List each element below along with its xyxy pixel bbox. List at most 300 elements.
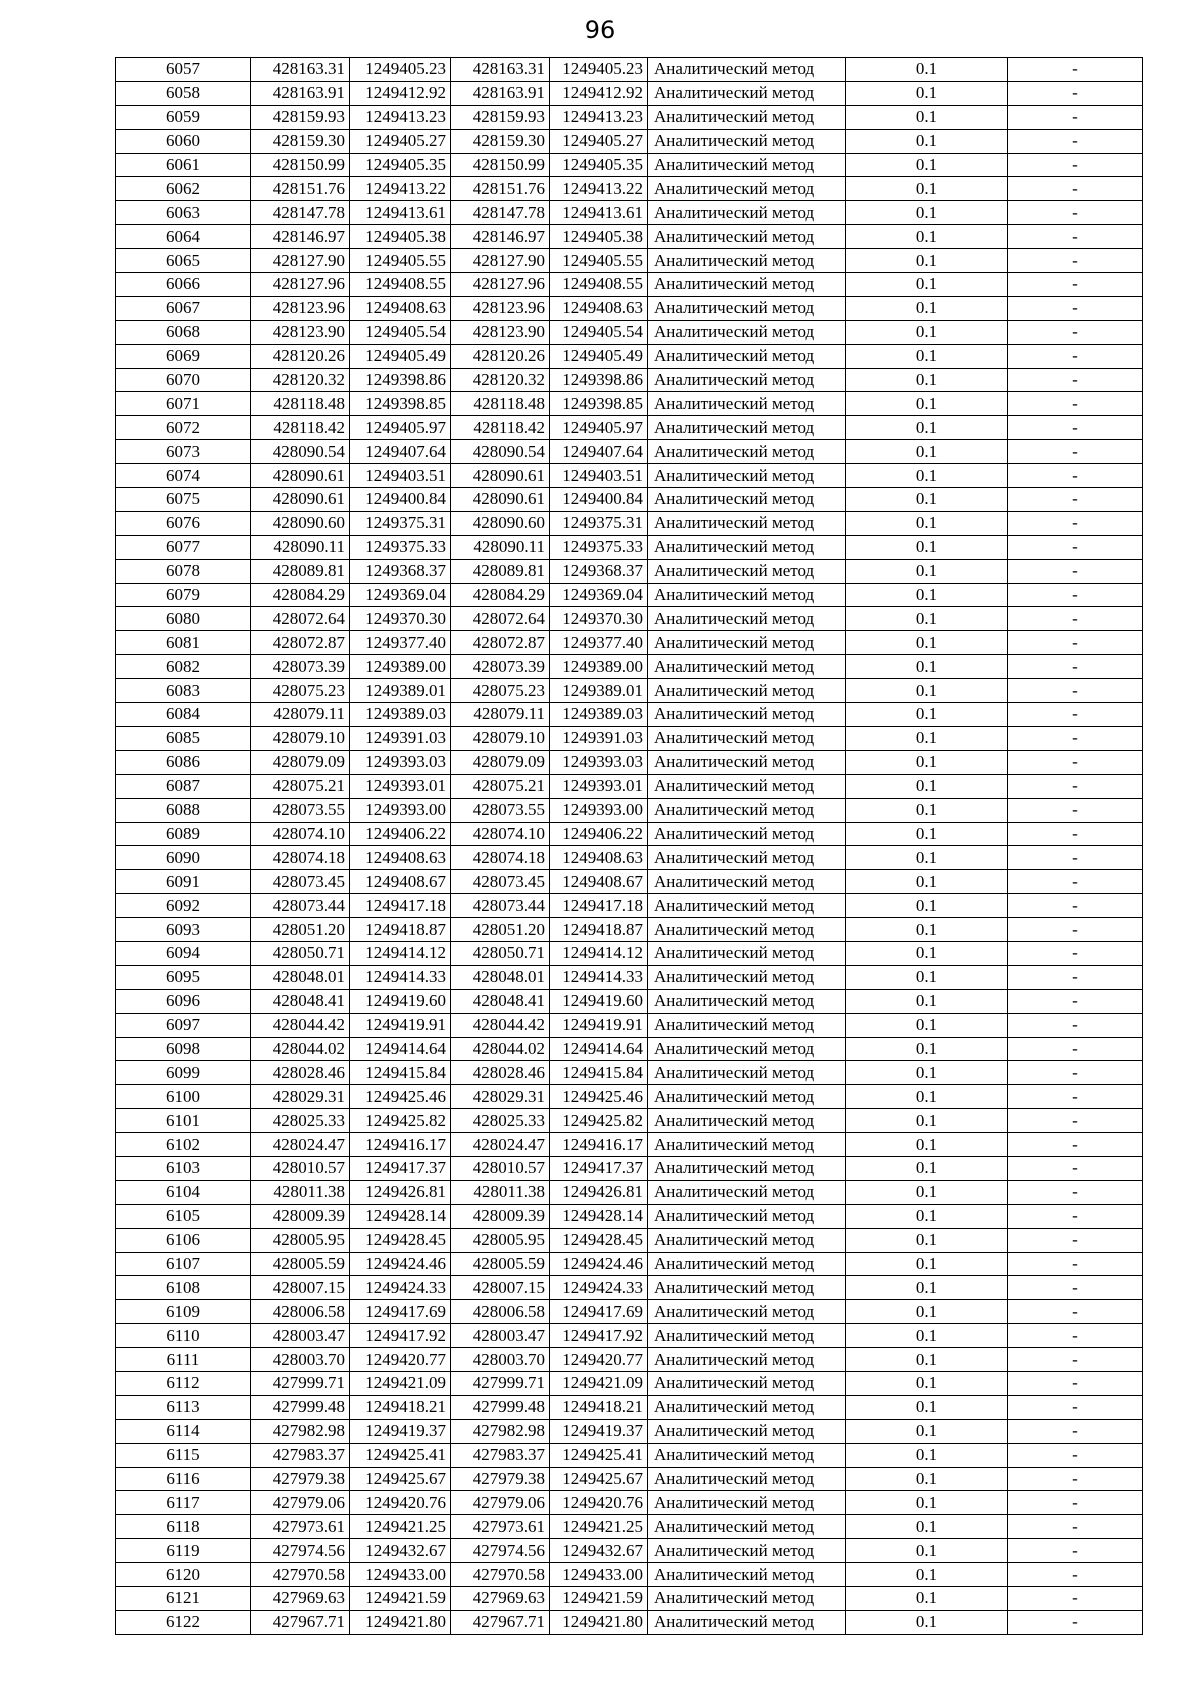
table-row	[116, 320, 1143, 344]
method-cell: Аналитический метод	[648, 1252, 846, 1276]
method-cell: Аналитический метод	[648, 965, 846, 989]
accuracy-cell: 0.1	[846, 1109, 1008, 1133]
accuracy-cell: 0.1	[846, 296, 1008, 320]
table-row	[116, 655, 1143, 679]
accuracy-cell: 0.1	[846, 344, 1008, 368]
point-number-cell: 6093	[116, 918, 251, 942]
y-coordinate-cell: 1249406.22	[550, 822, 648, 846]
y-coordinate-cell: 1249425.46	[550, 1085, 648, 1109]
y-coordinate-cell: 1249403.51	[550, 464, 648, 488]
table-row	[116, 225, 1143, 249]
table-row	[116, 894, 1143, 918]
point-number-cell: 6105	[116, 1204, 251, 1228]
x-coordinate-cell: 428025.33	[251, 1109, 350, 1133]
y-coordinate-cell: 1249415.84	[350, 1061, 451, 1085]
table-row	[116, 1443, 1143, 1467]
x-coordinate-cell: 428072.87	[251, 631, 350, 655]
y-coordinate-cell: 1249412.92	[550, 81, 648, 105]
point-number-cell: 6073	[116, 440, 251, 464]
x-coordinate-cell: 428074.10	[451, 822, 550, 846]
table-row	[116, 774, 1143, 798]
y-coordinate-cell: 1249413.23	[550, 105, 648, 129]
table-row	[116, 1539, 1143, 1563]
note-cell: -	[1008, 177, 1143, 201]
point-number-cell: 6084	[116, 703, 251, 727]
y-coordinate-cell: 1249417.18	[350, 894, 451, 918]
y-coordinate-cell: 1249425.41	[550, 1443, 648, 1467]
accuracy-cell: 0.1	[846, 1467, 1008, 1491]
table-row	[116, 1491, 1143, 1515]
y-coordinate-cell: 1249389.03	[350, 703, 451, 727]
y-coordinate-cell: 1249398.85	[550, 392, 648, 416]
method-cell: Аналитический метод	[648, 1610, 846, 1634]
note-cell: -	[1008, 607, 1143, 631]
method-cell: Аналитический метод	[648, 1371, 846, 1395]
y-coordinate-cell: 1249414.64	[350, 1037, 451, 1061]
y-coordinate-cell: 1249425.82	[550, 1109, 648, 1133]
point-number-cell: 6121	[116, 1587, 251, 1611]
point-number-cell: 6063	[116, 201, 251, 225]
table-row	[116, 1085, 1143, 1109]
point-number-cell: 6098	[116, 1037, 251, 1061]
x-coordinate-cell: 428123.90	[451, 320, 550, 344]
method-cell: Аналитический метод	[648, 273, 846, 297]
y-coordinate-cell: 1249405.49	[550, 344, 648, 368]
note-cell: -	[1008, 320, 1143, 344]
y-coordinate-cell: 1249393.03	[550, 750, 648, 774]
x-coordinate-cell: 428044.42	[251, 1013, 350, 1037]
x-coordinate-cell: 428090.11	[451, 535, 550, 559]
note-cell: -	[1008, 1156, 1143, 1180]
method-cell: Аналитический метод	[648, 703, 846, 727]
method-cell: Аналитический метод	[648, 894, 846, 918]
note-cell: -	[1008, 870, 1143, 894]
y-coordinate-cell: 1249425.67	[350, 1467, 451, 1491]
y-coordinate-cell: 1249391.03	[550, 726, 648, 750]
y-coordinate-cell: 1249403.51	[350, 464, 451, 488]
note-cell: -	[1008, 1515, 1143, 1539]
note-cell: -	[1008, 1443, 1143, 1467]
point-number-cell: 6100	[116, 1085, 251, 1109]
table-row	[116, 941, 1143, 965]
x-coordinate-cell: 428005.95	[251, 1228, 350, 1252]
y-coordinate-cell: 1249416.17	[550, 1133, 648, 1157]
note-cell: -	[1008, 1252, 1143, 1276]
method-cell: Аналитический метод	[648, 464, 846, 488]
note-cell: -	[1008, 81, 1143, 105]
y-coordinate-cell: 1249420.76	[350, 1491, 451, 1515]
x-coordinate-cell: 427967.71	[251, 1610, 350, 1634]
table-row	[116, 846, 1143, 870]
method-cell: Аналитический метод	[648, 1419, 846, 1443]
note-cell: -	[1008, 655, 1143, 679]
y-coordinate-cell: 1249421.59	[550, 1587, 648, 1611]
accuracy-cell: 0.1	[846, 918, 1008, 942]
note-cell: -	[1008, 822, 1143, 846]
point-number-cell: 6102	[116, 1133, 251, 1157]
point-number-cell: 6111	[116, 1348, 251, 1372]
method-cell: Аналитический метод	[648, 320, 846, 344]
accuracy-cell: 0.1	[846, 440, 1008, 464]
y-coordinate-cell: 1249375.33	[550, 535, 648, 559]
table-row	[116, 344, 1143, 368]
y-coordinate-cell: 1249400.84	[350, 488, 451, 512]
x-coordinate-cell: 428075.23	[451, 679, 550, 703]
x-coordinate-cell: 427974.56	[251, 1539, 350, 1563]
accuracy-cell: 0.1	[846, 822, 1008, 846]
point-number-cell: 6067	[116, 296, 251, 320]
table-row	[116, 440, 1143, 464]
method-cell: Аналитический метод	[648, 129, 846, 153]
note-cell: -	[1008, 1467, 1143, 1491]
accuracy-cell: 0.1	[846, 81, 1008, 105]
accuracy-cell: 0.1	[846, 1371, 1008, 1395]
note-cell: -	[1008, 1324, 1143, 1348]
x-coordinate-cell: 428073.39	[451, 655, 550, 679]
note-cell: -	[1008, 1228, 1143, 1252]
x-coordinate-cell: 427969.63	[451, 1587, 550, 1611]
method-cell: Аналитический метод	[648, 989, 846, 1013]
x-coordinate-cell: 428074.18	[251, 846, 350, 870]
x-coordinate-cell: 428123.96	[251, 296, 350, 320]
accuracy-cell: 0.1	[846, 583, 1008, 607]
x-coordinate-cell: 428084.29	[251, 583, 350, 607]
accuracy-cell: 0.1	[846, 750, 1008, 774]
note-cell: -	[1008, 1276, 1143, 1300]
accuracy-cell: 0.1	[846, 488, 1008, 512]
method-cell: Аналитический метод	[648, 392, 846, 416]
table-row	[116, 1013, 1143, 1037]
accuracy-cell: 0.1	[846, 1276, 1008, 1300]
x-coordinate-cell: 427979.38	[251, 1467, 350, 1491]
x-coordinate-cell: 428006.58	[251, 1300, 350, 1324]
accuracy-cell: 0.1	[846, 1156, 1008, 1180]
method-cell: Аналитический метод	[648, 1085, 846, 1109]
x-coordinate-cell: 428159.30	[451, 129, 550, 153]
table-row	[116, 273, 1143, 297]
y-coordinate-cell: 1249393.00	[550, 798, 648, 822]
y-coordinate-cell: 1249417.69	[350, 1300, 451, 1324]
y-coordinate-cell: 1249389.03	[550, 703, 648, 727]
accuracy-cell: 0.1	[846, 726, 1008, 750]
table-row	[116, 201, 1143, 225]
table-row	[116, 989, 1143, 1013]
accuracy-cell: 0.1	[846, 1061, 1008, 1085]
table-row	[116, 1395, 1143, 1419]
method-cell: Аналитический метод	[648, 225, 846, 249]
method-cell: Аналитический метод	[648, 368, 846, 392]
point-number-cell: 6099	[116, 1061, 251, 1085]
table-row	[116, 177, 1143, 201]
y-coordinate-cell: 1249408.67	[350, 870, 451, 894]
x-coordinate-cell: 428005.59	[451, 1252, 550, 1276]
table-row	[116, 679, 1143, 703]
y-coordinate-cell: 1249417.92	[350, 1324, 451, 1348]
point-number-cell: 6106	[116, 1228, 251, 1252]
note-cell: -	[1008, 535, 1143, 559]
accuracy-cell: 0.1	[846, 774, 1008, 798]
accuracy-cell: 0.1	[846, 846, 1008, 870]
method-cell: Аналитический метод	[648, 559, 846, 583]
point-number-cell: 6097	[116, 1013, 251, 1037]
method-cell: Аналитический метод	[648, 631, 846, 655]
x-coordinate-cell: 428118.48	[251, 392, 350, 416]
accuracy-cell: 0.1	[846, 511, 1008, 535]
accuracy-cell: 0.1	[846, 1037, 1008, 1061]
point-number-cell: 6120	[116, 1563, 251, 1587]
table-row	[116, 703, 1143, 727]
x-coordinate-cell: 427982.98	[451, 1419, 550, 1443]
y-coordinate-cell: 1249425.67	[550, 1467, 648, 1491]
point-number-cell: 6108	[116, 1276, 251, 1300]
y-coordinate-cell: 1249428.45	[350, 1228, 451, 1252]
x-coordinate-cell: 427982.98	[251, 1419, 350, 1443]
note-cell: -	[1008, 1037, 1143, 1061]
y-coordinate-cell: 1249418.21	[350, 1395, 451, 1419]
y-coordinate-cell: 1249405.38	[350, 225, 451, 249]
x-coordinate-cell: 428120.32	[451, 368, 550, 392]
point-number-cell: 6060	[116, 129, 251, 153]
table-row	[116, 1467, 1143, 1491]
y-coordinate-cell: 1249405.27	[350, 129, 451, 153]
x-coordinate-cell: 427999.48	[251, 1395, 350, 1419]
method-cell: Аналитический метод	[648, 1300, 846, 1324]
y-coordinate-cell: 1249421.80	[550, 1610, 648, 1634]
y-coordinate-cell: 1249418.87	[350, 918, 451, 942]
note-cell: -	[1008, 703, 1143, 727]
x-coordinate-cell: 427983.37	[251, 1443, 350, 1467]
point-number-cell: 6062	[116, 177, 251, 201]
point-number-cell: 6061	[116, 153, 251, 177]
method-cell: Аналитический метод	[648, 846, 846, 870]
x-coordinate-cell: 428025.33	[451, 1109, 550, 1133]
accuracy-cell: 0.1	[846, 1228, 1008, 1252]
x-coordinate-cell: 428151.76	[251, 177, 350, 201]
point-number-cell: 6119	[116, 1539, 251, 1563]
x-coordinate-cell: 428090.61	[451, 464, 550, 488]
y-coordinate-cell: 1249419.91	[550, 1013, 648, 1037]
accuracy-cell: 0.1	[846, 1587, 1008, 1611]
y-coordinate-cell: 1249393.01	[350, 774, 451, 798]
point-number-cell: 6122	[116, 1610, 251, 1634]
y-coordinate-cell: 1249421.25	[550, 1515, 648, 1539]
note-cell: -	[1008, 1061, 1143, 1085]
table-row	[116, 1228, 1143, 1252]
point-number-cell: 6076	[116, 511, 251, 535]
accuracy-cell: 0.1	[846, 1419, 1008, 1443]
method-cell: Аналитический метод	[648, 296, 846, 320]
accuracy-cell: 0.1	[846, 679, 1008, 703]
x-coordinate-cell: 428075.23	[251, 679, 350, 703]
method-cell: Аналитический метод	[648, 416, 846, 440]
accuracy-cell: 0.1	[846, 1395, 1008, 1419]
point-number-cell: 6057	[116, 58, 251, 82]
x-coordinate-cell: 428048.01	[451, 965, 550, 989]
note-cell: -	[1008, 559, 1143, 583]
table-row	[116, 81, 1143, 105]
x-coordinate-cell: 428127.96	[451, 273, 550, 297]
accuracy-cell: 0.1	[846, 416, 1008, 440]
note-cell: -	[1008, 1395, 1143, 1419]
x-coordinate-cell: 428044.42	[451, 1013, 550, 1037]
x-coordinate-cell: 428029.31	[451, 1085, 550, 1109]
x-coordinate-cell: 428048.41	[251, 989, 350, 1013]
y-coordinate-cell: 1249417.69	[550, 1300, 648, 1324]
x-coordinate-cell: 427970.58	[251, 1563, 350, 1587]
y-coordinate-cell: 1249389.00	[350, 655, 451, 679]
note-cell: -	[1008, 989, 1143, 1013]
y-coordinate-cell: 1249391.03	[350, 726, 451, 750]
method-cell: Аналитический метод	[648, 58, 846, 82]
y-coordinate-cell: 1249370.30	[550, 607, 648, 631]
point-number-cell: 6110	[116, 1324, 251, 1348]
method-cell: Аналитический метод	[648, 1395, 846, 1419]
table-row	[116, 583, 1143, 607]
note-cell: -	[1008, 918, 1143, 942]
point-number-cell: 6068	[116, 320, 251, 344]
accuracy-cell: 0.1	[846, 1539, 1008, 1563]
point-number-cell: 6107	[116, 1252, 251, 1276]
accuracy-cell: 0.1	[846, 1252, 1008, 1276]
table-row	[116, 1252, 1143, 1276]
note-cell: -	[1008, 392, 1143, 416]
x-coordinate-cell: 428011.38	[451, 1180, 550, 1204]
x-coordinate-cell: 427979.06	[251, 1491, 350, 1515]
x-coordinate-cell: 428090.60	[251, 511, 350, 535]
method-cell: Аналитический метод	[648, 1180, 846, 1204]
note-cell: -	[1008, 1180, 1143, 1204]
x-coordinate-cell: 428003.47	[451, 1324, 550, 1348]
y-coordinate-cell: 1249417.37	[350, 1156, 451, 1180]
x-coordinate-cell: 427969.63	[251, 1587, 350, 1611]
note-cell: -	[1008, 511, 1143, 535]
x-coordinate-cell: 428084.29	[451, 583, 550, 607]
table-row	[116, 1587, 1143, 1611]
point-number-cell: 6088	[116, 798, 251, 822]
y-coordinate-cell: 1249425.41	[350, 1443, 451, 1467]
accuracy-cell: 0.1	[846, 129, 1008, 153]
x-coordinate-cell: 427983.37	[451, 1443, 550, 1467]
y-coordinate-cell: 1249413.22	[350, 177, 451, 201]
y-coordinate-cell: 1249405.35	[350, 153, 451, 177]
table-row	[116, 1515, 1143, 1539]
x-coordinate-cell: 428123.96	[451, 296, 550, 320]
y-coordinate-cell: 1249406.22	[350, 822, 451, 846]
table-row	[116, 464, 1143, 488]
table-row	[116, 535, 1143, 559]
y-coordinate-cell: 1249426.81	[350, 1180, 451, 1204]
accuracy-cell: 0.1	[846, 535, 1008, 559]
accuracy-cell: 0.1	[846, 941, 1008, 965]
note-cell: -	[1008, 153, 1143, 177]
x-coordinate-cell: 428163.31	[451, 58, 550, 82]
accuracy-cell: 0.1	[846, 1324, 1008, 1348]
table-row	[116, 58, 1143, 82]
x-coordinate-cell: 428150.99	[251, 153, 350, 177]
table-row	[116, 416, 1143, 440]
note-cell: -	[1008, 1491, 1143, 1515]
note-cell: -	[1008, 273, 1143, 297]
x-coordinate-cell: 428050.71	[251, 941, 350, 965]
point-number-cell: 6091	[116, 870, 251, 894]
accuracy-cell: 0.1	[846, 965, 1008, 989]
y-coordinate-cell: 1249393.01	[550, 774, 648, 798]
x-coordinate-cell: 428073.44	[251, 894, 350, 918]
point-number-cell: 6104	[116, 1180, 251, 1204]
y-coordinate-cell: 1249419.37	[550, 1419, 648, 1443]
table-row	[116, 129, 1143, 153]
point-number-cell: 6069	[116, 344, 251, 368]
accuracy-cell: 0.1	[846, 870, 1008, 894]
accuracy-cell: 0.1	[846, 1204, 1008, 1228]
table-row	[116, 1371, 1143, 1395]
note-cell: -	[1008, 1013, 1143, 1037]
x-coordinate-cell: 427973.61	[251, 1515, 350, 1539]
x-coordinate-cell: 428072.87	[451, 631, 550, 655]
note-cell: -	[1008, 1204, 1143, 1228]
y-coordinate-cell: 1249425.82	[350, 1109, 451, 1133]
point-number-cell: 6114	[116, 1419, 251, 1443]
table-row	[116, 1563, 1143, 1587]
accuracy-cell: 0.1	[846, 1180, 1008, 1204]
accuracy-cell: 0.1	[846, 320, 1008, 344]
note-cell: -	[1008, 631, 1143, 655]
y-coordinate-cell: 1249405.49	[350, 344, 451, 368]
x-coordinate-cell: 428090.60	[451, 511, 550, 535]
x-coordinate-cell: 428028.46	[251, 1061, 350, 1085]
y-coordinate-cell: 1249375.31	[550, 511, 648, 535]
x-coordinate-cell: 427974.56	[451, 1539, 550, 1563]
note-cell: -	[1008, 105, 1143, 129]
method-cell: Аналитический метод	[648, 1156, 846, 1180]
point-number-cell: 6094	[116, 941, 251, 965]
point-number-cell: 6112	[116, 1371, 251, 1395]
y-coordinate-cell: 1249369.04	[550, 583, 648, 607]
y-coordinate-cell: 1249408.55	[350, 273, 451, 297]
method-cell: Аналитический метод	[648, 607, 846, 631]
x-coordinate-cell: 428090.61	[251, 488, 350, 512]
method-cell: Аналитический метод	[648, 1228, 846, 1252]
table-row	[116, 726, 1143, 750]
x-coordinate-cell: 428009.39	[451, 1204, 550, 1228]
y-coordinate-cell: 1249407.64	[350, 440, 451, 464]
x-coordinate-cell: 428146.97	[451, 225, 550, 249]
point-number-cell: 6113	[116, 1395, 251, 1419]
y-coordinate-cell: 1249408.63	[550, 296, 648, 320]
table-row	[116, 153, 1143, 177]
method-cell: Аналитический метод	[648, 440, 846, 464]
x-coordinate-cell: 428079.09	[451, 750, 550, 774]
y-coordinate-cell: 1249389.01	[350, 679, 451, 703]
x-coordinate-cell: 428072.64	[251, 607, 350, 631]
accuracy-cell: 0.1	[846, 249, 1008, 273]
y-coordinate-cell: 1249419.60	[350, 989, 451, 1013]
y-coordinate-cell: 1249408.63	[350, 846, 451, 870]
note-cell: -	[1008, 1371, 1143, 1395]
x-coordinate-cell: 428051.20	[451, 918, 550, 942]
x-coordinate-cell: 428163.91	[251, 81, 350, 105]
method-cell: Аналитический метод	[648, 1324, 846, 1348]
point-number-cell: 6101	[116, 1109, 251, 1133]
x-coordinate-cell: 428073.45	[251, 870, 350, 894]
note-cell: -	[1008, 750, 1143, 774]
note-cell: -	[1008, 726, 1143, 750]
x-coordinate-cell: 428150.99	[451, 153, 550, 177]
note-cell: -	[1008, 1300, 1143, 1324]
table-row	[116, 631, 1143, 655]
x-coordinate-cell: 428090.11	[251, 535, 350, 559]
point-number-cell: 6109	[116, 1300, 251, 1324]
